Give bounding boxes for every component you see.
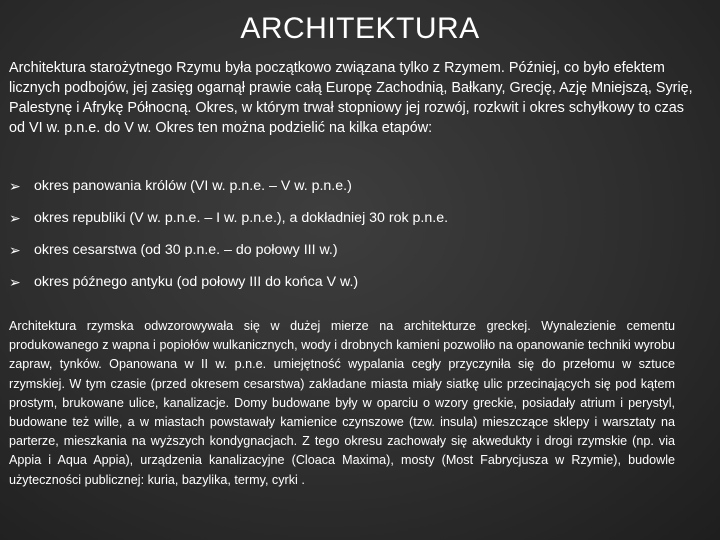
arrow-bullet-icon: ➢ (9, 273, 21, 290)
arrow-bullet-icon: ➢ (9, 177, 21, 194)
intro-paragraph: Architektura starożytnego Rzymu była początkowo związana tylko z Rzymem. Później, co było efektem licznych podbojów, jej zasięg ogarnął prawie całą Europę Zachodnią, Bałkany, Grecję, Azję Mniejszą, Syrię, Palestynę i Afrykę Północną. Okres, w którym trwał stopniowy jej rozwój, rozkwit i okres schyłkowy to czas od VI w. p.n.e. do V w. Okres ten można podzielić na kilka etapów: (9, 60, 693, 136)
period-label: okres panowania królów (VI w. p.n.e. – V w. p.n.e.) (34, 178, 352, 194)
list-item (9, 170, 699, 202)
arrow-bullet-icon: ➢ (9, 209, 21, 226)
list-item (9, 234, 699, 266)
list-item (9, 202, 699, 234)
period-label: okres późnego antyku (od połowy III do końca V w.) (34, 274, 359, 290)
period-label: okres republiki (V w. p.n.e. – I w. p.n.e.), a dokładniej 30 rok p.n.e. (34, 210, 449, 226)
arrow-bullet-icon: ➢ (9, 241, 21, 258)
period-label: okres cesarstwa (od 30 p.n.e. – do połowy III w.) (34, 242, 338, 258)
list-item (9, 266, 699, 298)
periods-list (9, 170, 699, 298)
body-paragraph: Architektura rzymska odwzorowywała się w dużej mierze na architekturze greckej. Wynalezienie cementu produkowanego z wapna i popiołów wulkanicznych, wody i drobnych kamieni pozwoliło na opanowanie techniki wyrobu zapraw, tynków. Opanowana w II w. p.n.e. umiejętność wypalania cegły przyczyniła się do przełomu w sztuce rzymskiej. W tym czasie (przed okresem cesarstwa) zakładane miasta miały siatkę ulic przecinających się pod kątem prostym, brukowane ulice, kanalizacje. Domy budowane były w oparciu o wzory greckie, posiadały atrium i perystyl, budowane też wille, a w miastach powstawały kamienice czynszowe (tzw. insula) mieszczące sklepy i warsztaty na parterze, mieszkania na wyższych kondygnacjach. Z tego okresu zachowały się akwedukty i drogi rzymskie (np. via Appia i Aqua Appia), urządzenia kanalizacyjne (Cloaca Maxima), mosty (Most Fabrycjusza w Rzymie), budowle użyteczności publicznej: kuria, bazylika, termy, cyrki . (9, 319, 675, 487)
slide-title: ARCHITEKTURA (240, 12, 480, 45)
